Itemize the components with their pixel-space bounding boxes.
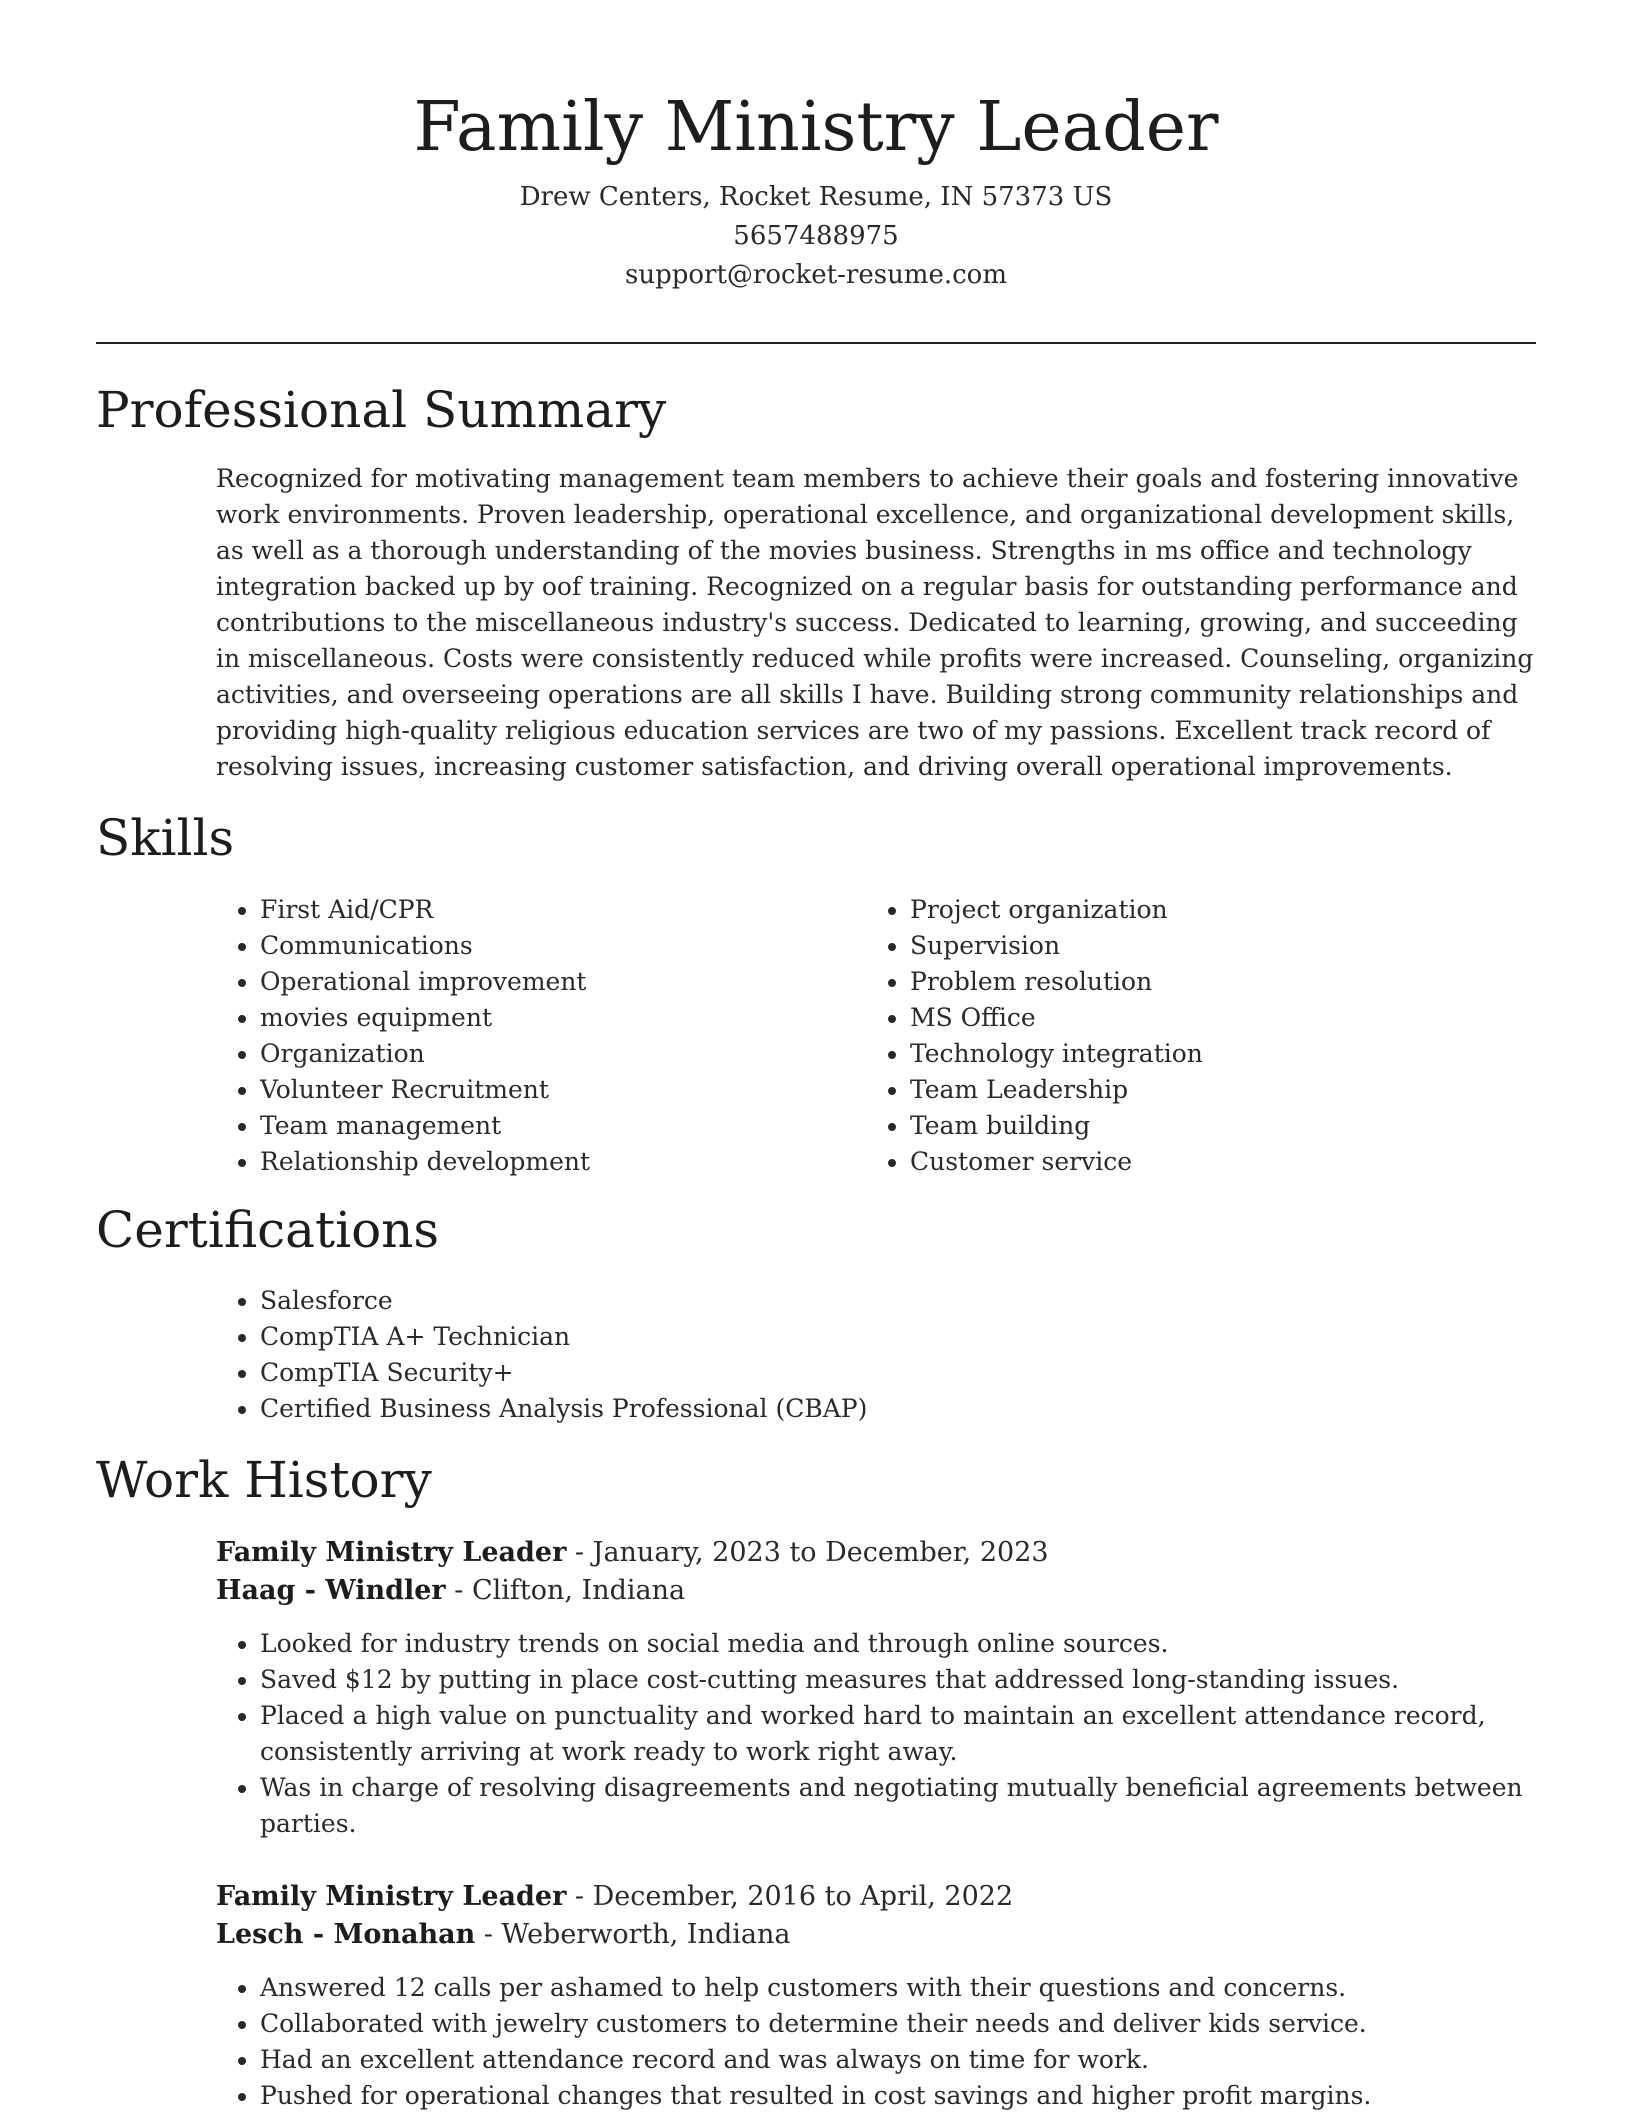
contact-block	[0, 178, 1632, 295]
certification-item: • CompTIA Security+	[260, 1355, 1516, 1391]
skill-item: • MS Office	[910, 1000, 1466, 1036]
skill-item: • Volunteer Recruitment	[260, 1072, 816, 1108]
job-bullet: • Answered 12 calls per ashamed to help customers with their questions and concerns.	[260, 1970, 1536, 2006]
skill-item: • Problem resolution	[910, 964, 1466, 1000]
contact-phone: 5657488975	[733, 221, 899, 251]
job-company-separator: -	[475, 1919, 502, 1950]
skill-item: • Relationship development	[260, 1144, 816, 1180]
job-company-line	[216, 1916, 1536, 1954]
candidate-name: Family Ministry Leader	[413, 88, 1219, 167]
job-title: Family Ministry Leader	[216, 1881, 567, 1912]
skills-column-left	[216, 892, 816, 1180]
job-location: Clifton, Indiana	[471, 1575, 686, 1606]
summary-heading: Professional Summary	[96, 381, 667, 439]
header-divider	[96, 342, 1536, 344]
job-title: Family Ministry Leader	[216, 1537, 567, 1568]
resume-header	[0, 80, 1632, 295]
job-company: Lesch - Monahan	[216, 1919, 476, 1950]
skill-item: • Team building	[910, 1108, 1466, 1144]
skills-list-right	[866, 892, 1466, 1180]
job-bullet: • Was in charge of resolving disagreements and negotiating mutually beneficial agreements between parties.	[260, 1770, 1536, 1842]
job-bullets	[216, 1626, 1536, 1842]
skill-item: • Team Leadership	[910, 1072, 1466, 1108]
job-company-separator: -	[445, 1575, 472, 1606]
contact-email: support@rocket-resume.com	[624, 260, 1007, 290]
job-title-separator: -	[566, 1537, 593, 1568]
job-entry	[216, 1534, 1536, 1842]
skill-item: • First Aid/CPR	[260, 892, 816, 928]
job-bullet: • Looked for industry trends on social media and through online sources.	[260, 1626, 1536, 1662]
work-history-heading: Work History	[96, 1451, 432, 1509]
skill-item: • movies equipment	[260, 1000, 816, 1036]
contact-address: Drew Centers, Rocket Resume, IN 57373 US	[519, 182, 1113, 212]
skill-item: • Project organization	[910, 892, 1466, 928]
job-company: Haag - Windler	[216, 1575, 446, 1606]
job-bullets	[216, 1970, 1536, 2112]
job-entry	[216, 1878, 1536, 2112]
job-bullet: • Placed a high value on punctuality and worked hard to maintain an excellent attendance record, consistently arriving at work ready to work right away.	[260, 1698, 1536, 1770]
job-title-line	[216, 1878, 1536, 1916]
skill-item: • Supervision	[910, 928, 1466, 964]
certification-item: • CompTIA A+ Technician	[260, 1319, 1516, 1355]
job-bullet: • Had an excellent attendance record and was always on time for work.	[260, 2042, 1536, 2078]
certifications-list	[216, 1283, 1516, 1427]
skill-item: • Operational improvement	[260, 964, 816, 1000]
job-company-line	[216, 1572, 1536, 1610]
skills-list-left	[216, 892, 816, 1180]
certifications-heading: Certifications	[96, 1201, 440, 1259]
skill-item: • Technology integration	[910, 1036, 1466, 1072]
skill-item: • Customer service	[910, 1144, 1466, 1180]
skill-item: • Team management	[260, 1108, 816, 1144]
certification-item: • Salesforce	[260, 1283, 1516, 1319]
job-dates: December, 2016 to April, 2022	[592, 1881, 1014, 1912]
job-title-separator: -	[566, 1881, 593, 1912]
skills-column-right	[866, 892, 1466, 1180]
certification-item: • Certified Business Analysis Professional (CBAP)	[260, 1391, 1516, 1427]
job-bullet: • Collaborated with jewelry customers to determine their needs and deliver kids service.	[260, 2006, 1536, 2042]
certifications-section	[216, 1283, 1516, 1427]
job-bullet: • Pushed for operational changes that resulted in cost savings and higher profit margins.	[260, 2078, 1536, 2112]
skill-item: • Communications	[260, 928, 816, 964]
job-title-line	[216, 1534, 1536, 1572]
skills-heading: Skills	[96, 809, 235, 867]
summary-text: Recognized for motivating management team members to achieve their goals and fostering innovative work environments. Proven leadership, operational excellence, and organizational development skills, as well as a thorough understanding of the movies business. Strengths in ms office and technology integration backed up by oof training. Recognized on a regular basis for outstanding performance and contributions to the miscellaneous industry's success. Dedicated to learning, growing, and succeeding in miscellaneous. Costs were consistently reduced while profits were increased. Counseling, organizing activities, and overseeing operations are all skills I have. Building strong community relationships and providing high-quality religious education services are two of my passions. Excellent track record of resolving issues, increasing customer satisfaction, and driving overall operational improvements.	[216, 464, 1534, 781]
skill-item: • Organization	[260, 1036, 816, 1072]
job-dates: January, 2023 to December, 2023	[592, 1537, 1049, 1568]
job-bullet: • Saved $12 by putting in place cost-cutting measures that addressed long-standing issues.	[260, 1662, 1536, 1698]
job-location: Weberworth, Indiana	[501, 1919, 791, 1950]
